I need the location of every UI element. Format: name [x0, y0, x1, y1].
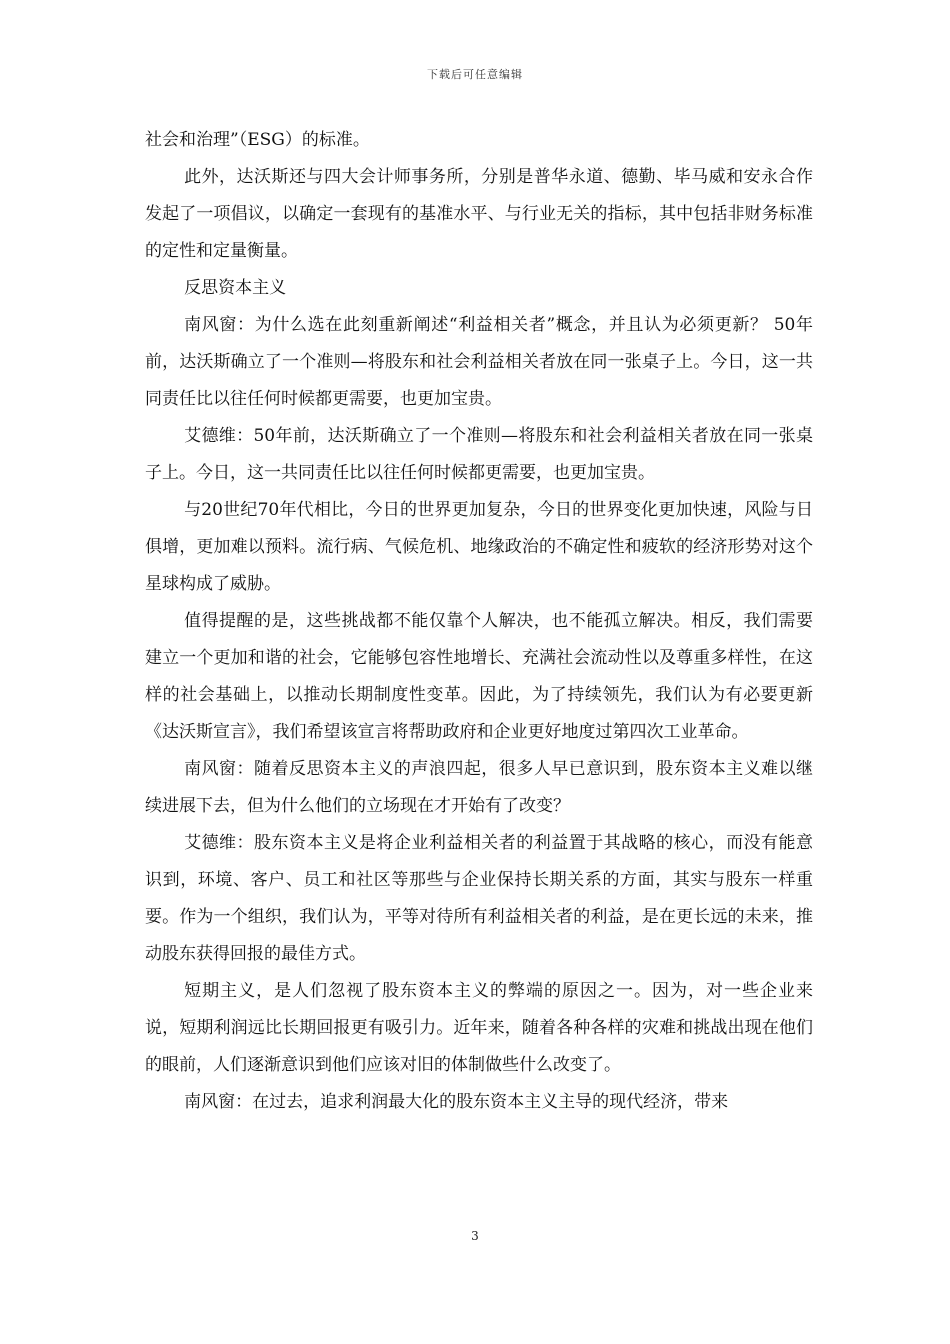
page-header-note: 下载后可任意编辑: [427, 68, 523, 81]
paragraph-question-profit-maximization: 南风窗：在过去，追求利润最大化的股东资本主义主导的现代经济，带来: [184, 1092, 729, 1112]
paragraph-esg-continuation: 社会和治理”（ESG）的标准。: [145, 130, 370, 150]
paragraph-big-four-initiative: 此外，达沃斯还与四大会计师事务所，分别是普华永道、德勤、毕马威和安永合作发起了一项倡议，以确定一套现有的基准水平、与行业无关的指标，其中包括非财务标准的定性和定量衡量。: [145, 167, 813, 261]
document-body: [145, 122, 813, 1121]
paragraph-answer-shareholder-capitalism: 艾德维：股东资本主义是将企业利益相关者的利益置于其战略的核心，而没有能意识到，环境、客户、员工和社区等那些与企业保持长期关系的方面，其实与股东一样重要。作为一个组织，我们认为，平等对待所有利益相关者的利益，是在更长远的未来，推动股东获得回报的最佳方式。: [145, 833, 813, 964]
section-heading-rethinking-capitalism: 反思资本主义: [184, 278, 287, 298]
page-number: 3: [471, 1229, 479, 1243]
paragraph-1970s-comparison: 与20世纪70年代相比，今日的世界更加复杂，今日的世界变化更加快速，风险与日俱增，更加难以预料。流行病、气候危机、地缘政治的不确定性和疲软的经济形势对这个星球构成了威胁。: [145, 500, 813, 594]
paragraph-answer-50-years: 艾德维：50年前，达沃斯确立了一个准则—将股东和社会利益相关者放在同一张桌子上。今日，这一共同责任比以往任何时候都更需要，也更加宝贵。: [145, 426, 813, 483]
paragraph-question-stakeholder: 南风窗：为什么选在此刻重新阐述“利益相关者”概念，并且认为必须更新？ 50年前，达沃斯确立了一个准则—将股东和社会利益相关者放在同一张桌子上。今日，这一共同责任比以往任何时候都更需要，也更加宝贵。: [145, 315, 813, 409]
paragraph-question-shareholder-capitalism: 南风窗：随着反思资本主义的声浪四起，很多人早已意识到，股东资本主义难以继续进展下去，但为什么他们的立场现在才开始有了改变？: [145, 759, 813, 816]
paragraph-short-termism: 短期主义，是人们忽视了股东资本主义的弊端的原因之一。因为，对一些企业来说，短期利润远比长期回报更有吸引力。近年来，随着各种各样的灾难和挑战出现在他们的眼前，人们逐渐意识到他们应该对旧的体制做些什么改变了。: [145, 981, 813, 1075]
paragraph-challenges: 值得提醒的是，这些挑战都不能仅靠个人解决，也不能孤立解决。相反，我们需要建立一个更加和谐的社会，它能够包容性地增长、充满社会流动性以及尊重多样性，在这样的社会基础上，以推动长期制度性变革。因此，为了持续领先，我们认为有必要更新《达沃斯宣言》，我们希望该宣言将帮助政府和企业更好地度过第四次工业革命。: [145, 611, 813, 742]
